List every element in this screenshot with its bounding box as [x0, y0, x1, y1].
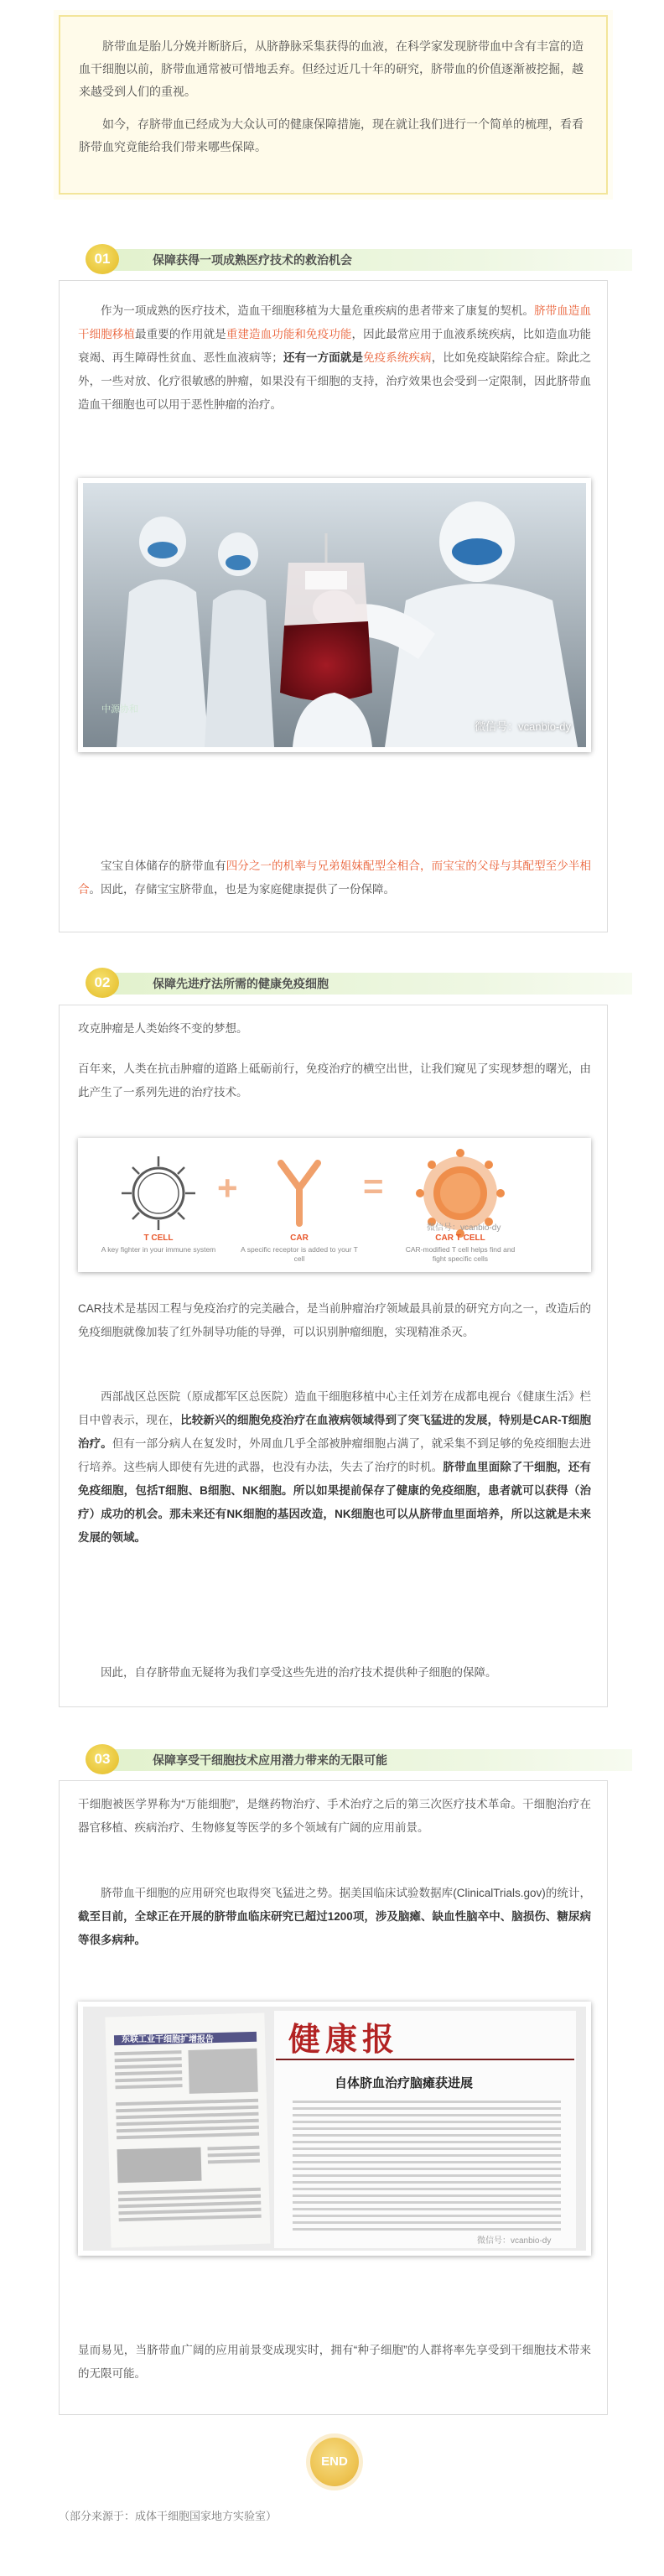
- t-cell-caption: A key fighter in your immune system: [101, 1245, 216, 1254]
- section-01-paragraph-1: 作为一项成熟的医疗技术，造血干细胞移植为大量危重疾病的患者带来了康复的契机。脐带血造血干细胞移植最重要的作用就是重建造血功能和免疫功能，因此最常应用于血液系统疾病，比如造血功能衰竭、再生障碍性贫血、恶性血液病等；还有一方面就是免疫系统疾病，比如免疫缺陷综合症。除此之外，一些对放、化疗很敏感的肿瘤，如果没有干细胞的支持，治疗效果也会受到一定限制，因此脐带血造血干细胞也可以用于恶性肿瘤的治疗。: [78, 304, 592, 411]
- section-01-box: [59, 280, 608, 932]
- lab-photo: [78, 478, 591, 752]
- intro-card: [59, 15, 608, 195]
- section-02-paragraph-2: 百年来，人类在抗击肿瘤的道路上砥砺前行，免疫治疗的横空出世，让我们窥见了实现梦想的曙光，由此产生了一系列先进的治疗技术。: [78, 1062, 591, 1098]
- section-02-paragraph-1: 攻克肿瘤是人类始终不变的梦想。: [78, 1022, 248, 1035]
- section-03-paragraph-3: 显而易见，当脐带血广阔的应用前景变成现实时，拥有“种子细胞”的人群将率先享受到干细胞技术带来的无限可能。: [78, 2344, 591, 2380]
- left-page-headline: 东联工业干细胞扩增报告: [122, 2035, 214, 2044]
- wechat-watermark: 微信号：vcanbio-dy: [475, 720, 571, 733]
- car-label: CAR: [290, 1233, 309, 1243]
- section-01-paragraph-2: 宝宝自体储存的脐带血有四分之一的机率与兄弟姐妹配型全相合，而宝宝的父母与其配型至少半相合。因此，存储宝宝脐带血，也是为家庭健康提供了一份保障。: [78, 860, 592, 896]
- section-title: 保障享受干细胞技术应用潜力带来的无限可能: [153, 1753, 387, 1767]
- car-caption: A specific receptor is added to your T cell: [241, 1245, 358, 1263]
- wechat-watermark: 微信号：vcanbio-dy: [427, 1223, 501, 1233]
- source-note: （部分来源于：成体干细胞国家地方实验室）: [59, 2510, 278, 2522]
- section-03-header: [86, 1744, 630, 1774]
- newspaper-masthead: 健康报: [288, 2020, 400, 2058]
- section-01-header: [86, 244, 630, 274]
- section-02-paragraph-5: 因此，自存脐带血无疑将为我们享受这些先进的治疗技术提供种子细胞的保障。: [101, 1666, 497, 1679]
- car-t-cell-caption: CAR-modified T cell helps find and fight specific cells: [405, 1245, 516, 1263]
- section-03-box: [59, 1780, 608, 2415]
- section-title: 保障获得一项成熟医疗技术的救治机会: [153, 253, 352, 267]
- newspaper-clipping: [78, 2002, 591, 2256]
- car-receptor-icon: [281, 1163, 318, 1223]
- t-cell-icon: [122, 1156, 195, 1230]
- plus-sign-icon: +: [217, 1168, 238, 1208]
- t-cell-label: T CELL: [143, 1233, 174, 1243]
- vcanbio-logo: 中源协和: [101, 704, 138, 714]
- section-02-header: [86, 968, 630, 998]
- end-badge: END: [310, 2438, 359, 2486]
- intro-paragraph-1: 脐带血是胎儿分娩并断脐后，从脐静脉采集获得的血液，在科学家发现脐带血中含有丰富的造血干细胞以前，脐带血通常被可惜地丢弃。但经过近几十年的研究，脐带血的价值逐渐被挖掘，越来越受到人们的重视。: [79, 39, 584, 98]
- intro-paragraph-2: 如今，存脐带血已经成为大众认可的健康保障措施，现在就让我们进行一个简单的梳理，看看脐带血究竟能给我们带来哪些保障。: [79, 117, 584, 153]
- car-t-cell-label: CAR T CELL: [435, 1233, 485, 1243]
- equals-sign-icon: =: [363, 1166, 384, 1206]
- section-02-paragraph-4: 西部战区总医院（原成都军区总医院）造血干细胞移植中心主任刘芳在成都电视台《健康生活》栏目中曾表示，现在，比较新兴的细胞免疫治疗在血液病领域得到了突飞猛进的发展，特别是CAR-T细胞治疗。但有一部分病人在复发时，外周血几乎全部被肿瘤细胞占满了，就采集不到足够的免疫细胞去进行培养。这些病人即使有先进的武器，也没有办法，失去了治疗的时机。脐带血里面除了干细胞，还有免疫细胞，包括T细胞、B细胞、NK细胞。所以如果提前保存了健康的免疫细胞，患者就可以获得（治疗）成功的机会。那未来还有NK细胞的基因改造，NK细胞也可以从脐带血里面培养，所以这就是未来发展的领域。: [78, 1390, 592, 1544]
- car-t-diagram: [78, 1138, 591, 1272]
- section-03-paragraph-2: 脐带血干细胞的应用研究也取得突飞猛进之势。据美国临床试验数据库(ClinicalTrials.gov)的统计，截至目前，全球正在开展的脐带血临床研究已超过1200项，涉及脑瘫、缺血性脑卒中、脑损伤、糖尿病等很多病种。: [78, 1887, 591, 1946]
- lab-scene-illustration: [83, 483, 586, 747]
- section-number-badge: 01: [86, 244, 119, 274]
- section-03-paragraph-1: 干细胞被医学界称为“万能细胞”，是继药物治疗、手术治疗之后的第三次医疗技术革命。干细胞治疗在器官移植、疾病治疗、生物修复等医学的多个领域有广阔的应用前景。: [78, 1798, 591, 1834]
- section-title: 保障先进疗法所需的健康免疫细胞: [153, 977, 329, 990]
- section-02-box: [59, 1005, 608, 1707]
- section-number-badge: 02: [86, 968, 119, 998]
- section-number-badge: 03: [86, 1744, 119, 1774]
- section-02-paragraph-3: CAR技术是基因工程与免疫治疗的完美融合，是当前肿瘤治疗领域最具前景的研究方向之一，改造后的免疫细胞就像加装了红外制导功能的导弹，可以识别肿瘤细胞，实现精准杀灭。: [78, 1302, 591, 1338]
- newspaper-headline: 自体脐血治疗脑瘫获进展: [335, 2076, 474, 2090]
- wechat-watermark: 微信号：vcanbio-dy: [477, 2236, 552, 2246]
